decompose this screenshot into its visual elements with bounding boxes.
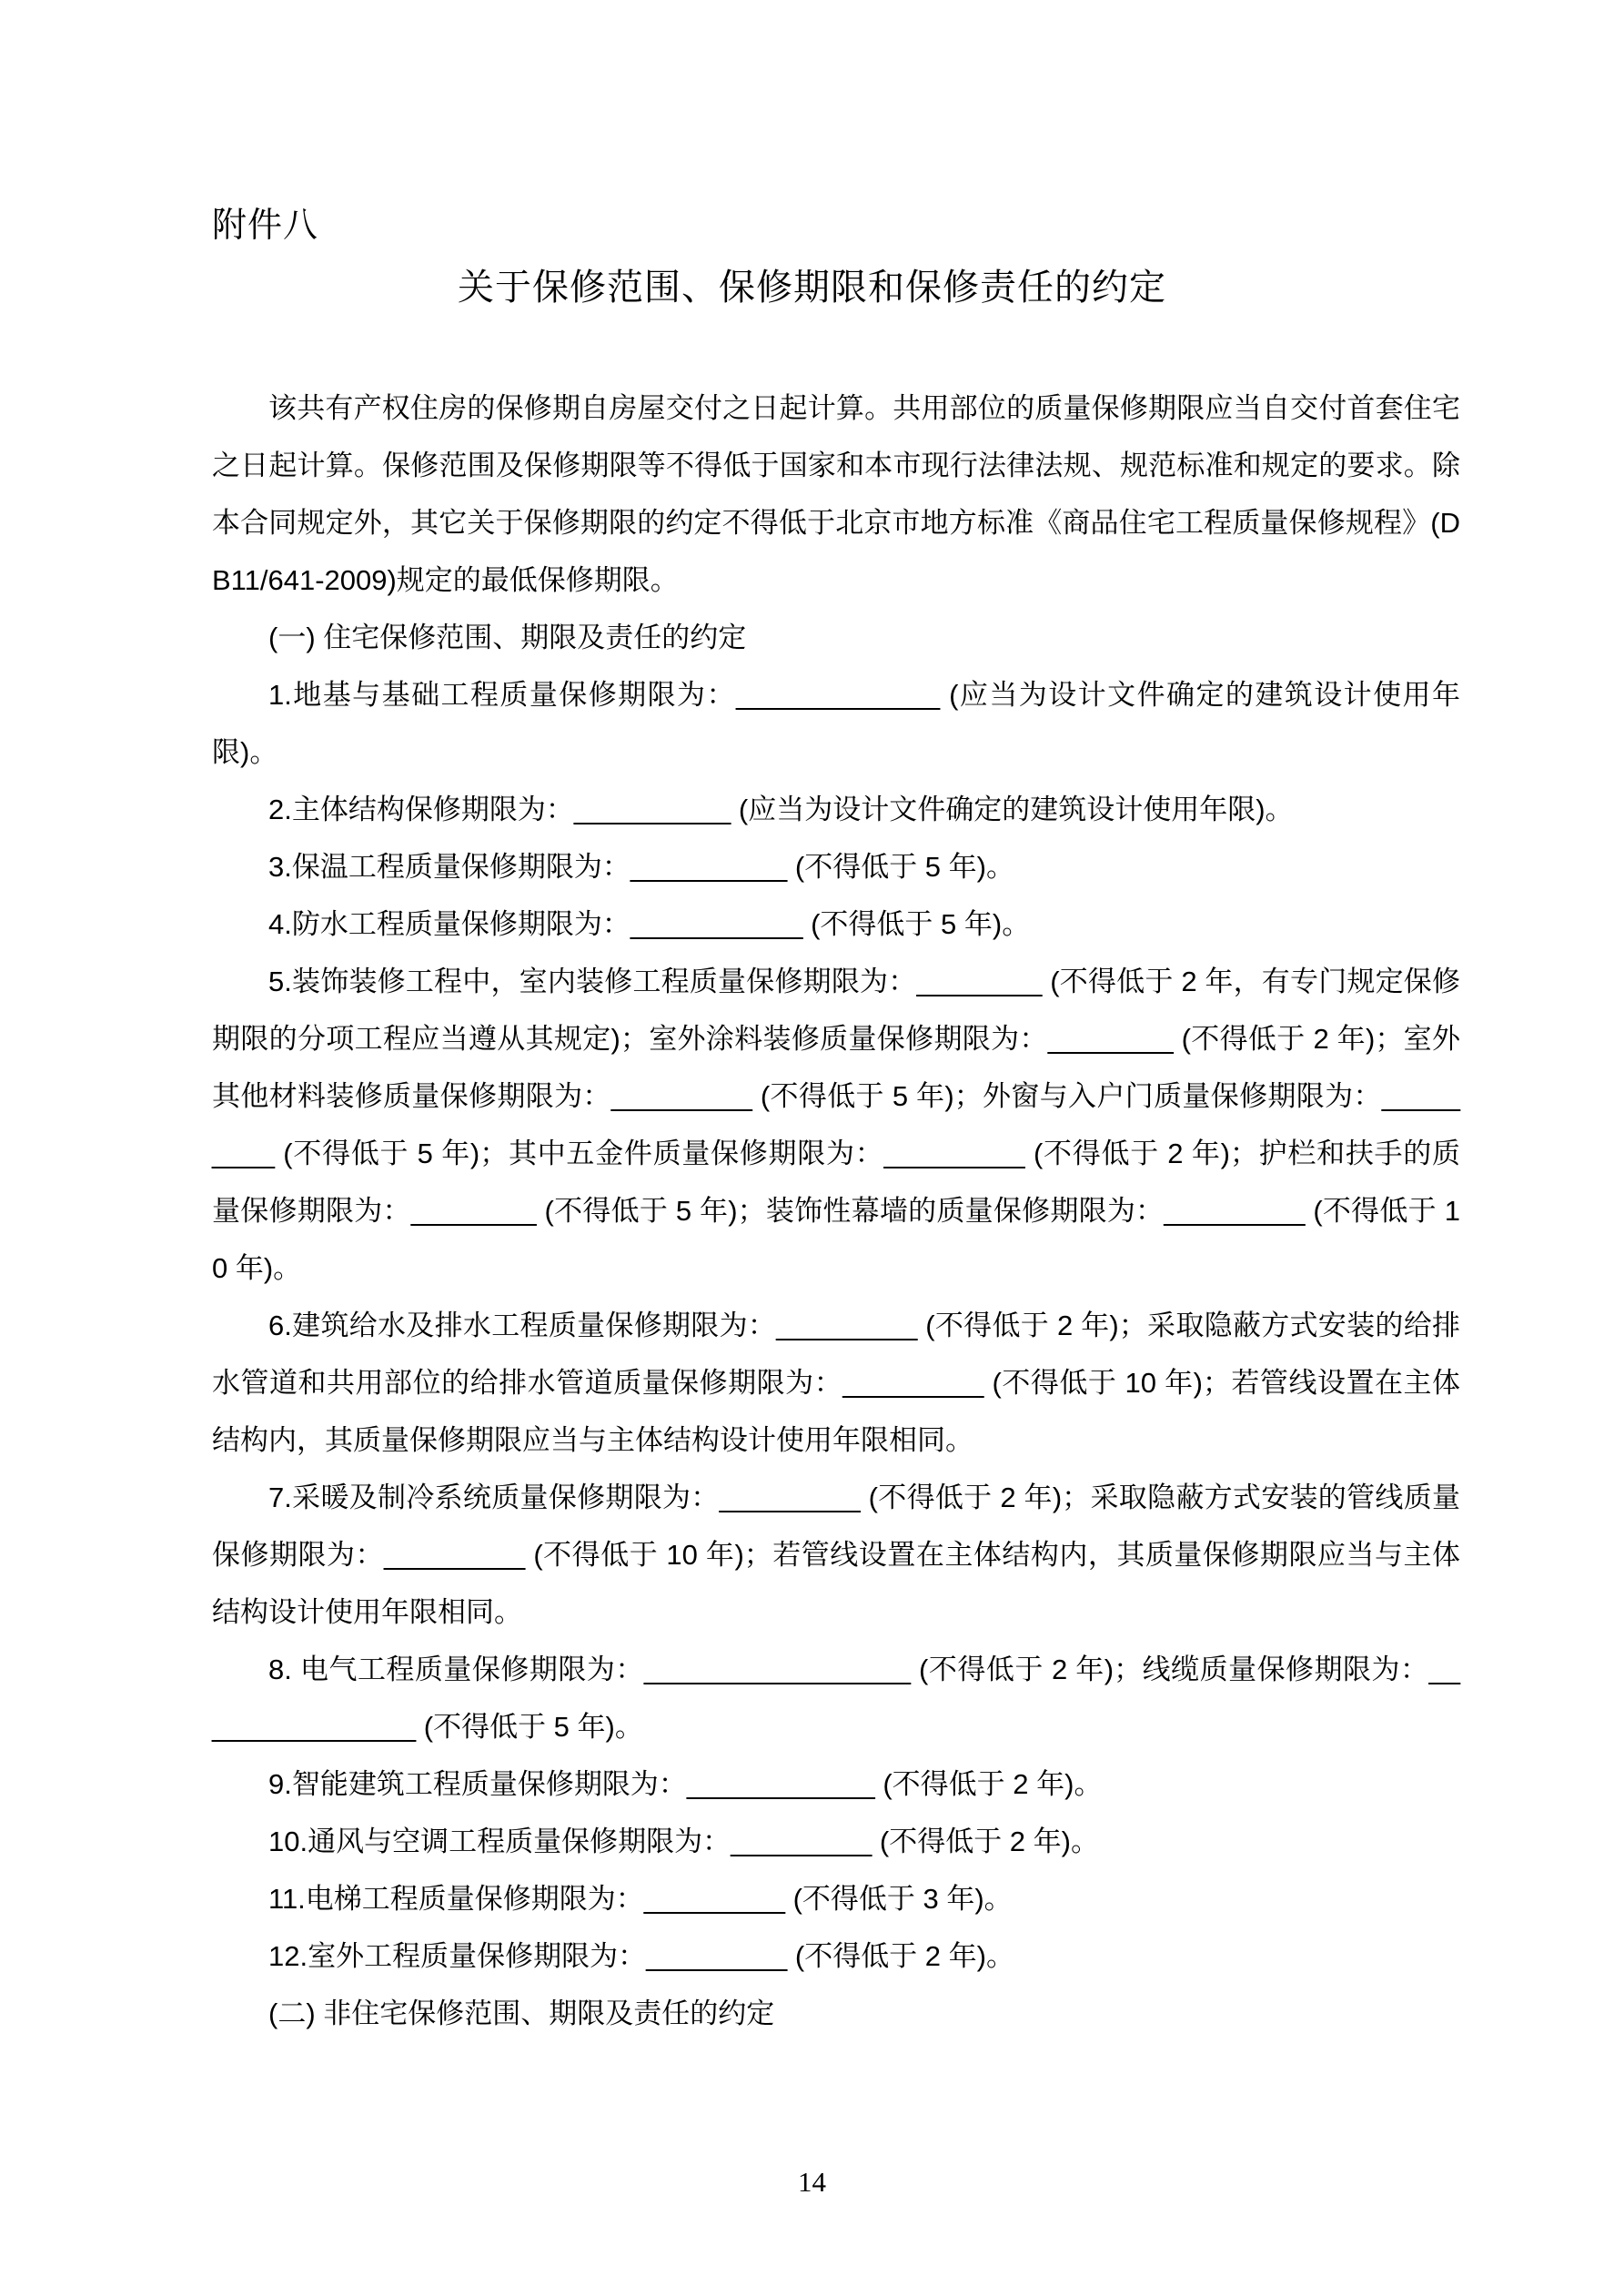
section-heading: (二) 非住宅保修范围、期限及责任的约定 [268,1998,775,2029]
warranty-item: 9.智能建筑工程质量保修期限为：____________ (不得低于 2 年)。 [268,1768,1103,1800]
document-title: 关于保修范围、保修期限和保修责任的约定 [458,268,1166,308]
warranty-item: 12.室外工程质量保修期限为：_________ (不得低于 2 年)。 [268,1940,1014,1972]
warranty-item: 5.装饰装修工程中，室内装修工程质量保修期限为：________ (不得低于 2 年，有专门规定保修期限的分项工程应当遵从其规定)；室外涂料装修质量保修期限为：________ (不得低于 2 年)；室外其他材料装修质量保修期限为：_________ (不得低于 5 年)；外窗与入户门质量保修期限为：_________ (不得低于 5 年)；其中五金件质量保修期限为：_________ (不得低于 2 年)；护栏和扶手的质量保修期限为：________ (不得低于 5 年)；装饰性幕墙的质量保修期限为：_________ (不得低于 10 年)。 [212,966,1460,1284]
warranty-item: 1.地基与基础工程质量保修期限为：_____________ (应当为设计文件确定的建筑设计使用年限)。 [212,679,1460,768]
warranty-item: 8. 电气工程质量保修期限为：_________________ (不得低于 2 年)；线缆质量保修期限为：_______________ (不得低于 5 年)。 [212,1654,1460,1743]
intro-paragraph: 该共有产权住房的保修期自房屋交付之日起计算。共用部位的质量保修期限应当自交付首套住宅之日起计算。保修范围及保修期限等不得低于国家和本市现行法律法规、规范标准和规定的要求。除本合同规定外，其它关于保修期限的约定不得低于北京市地方标准《商品住宅工程质量保修规程》(DB11/641-2009)规定的最低保修期限。 [212,392,1460,596]
document-body [212,379,1460,2042]
warranty-item: 6.建筑给水及排水工程质量保修期限为：_________ (不得低于 2 年)；采取隐蔽方式安装的给排水管道和共用部位的给排水管道质量保修期限为：_________ (不得低于 10 年)；若管线设置在主体结构内，其质量保修期限应当与主体结构设计使用年限相同。 [212,1310,1460,1456]
warranty-item: 3.保温工程质量保修期限为：__________ (不得低于 5 年)。 [268,851,1014,883]
warranty-item: 11.电梯工程质量保修期限为：_________ (不得低于 3 年)。 [268,1883,1013,1915]
warranty-item: 4.防水工程质量保修期限为：___________ (不得低于 5 年)。 [268,908,1031,940]
warranty-item: 7.采暖及制冷系统质量保修期限为：_________ (不得低于 2 年)；采取隐蔽方式安装的管线质量保修期限为：_________ (不得低于 10 年)；若管线设置在主体结构内，其质量保修期限应当与主体结构设计使用年限相同。 [212,1482,1460,1628]
page-number: 14 [798,2166,826,2198]
warranty-item: 2.主体结构保修期限为：__________ (应当为设计文件确定的建筑设计使用年限)。 [268,794,1294,825]
attachment-label: 附件八 [212,207,319,245]
warranty-item: 10.通风与空调工程质量保修期限为：_________ (不得低于 2 年)。 [268,1826,1099,1857]
section-heading: (一) 住宅保修范围、期限及责任的约定 [268,622,747,653]
